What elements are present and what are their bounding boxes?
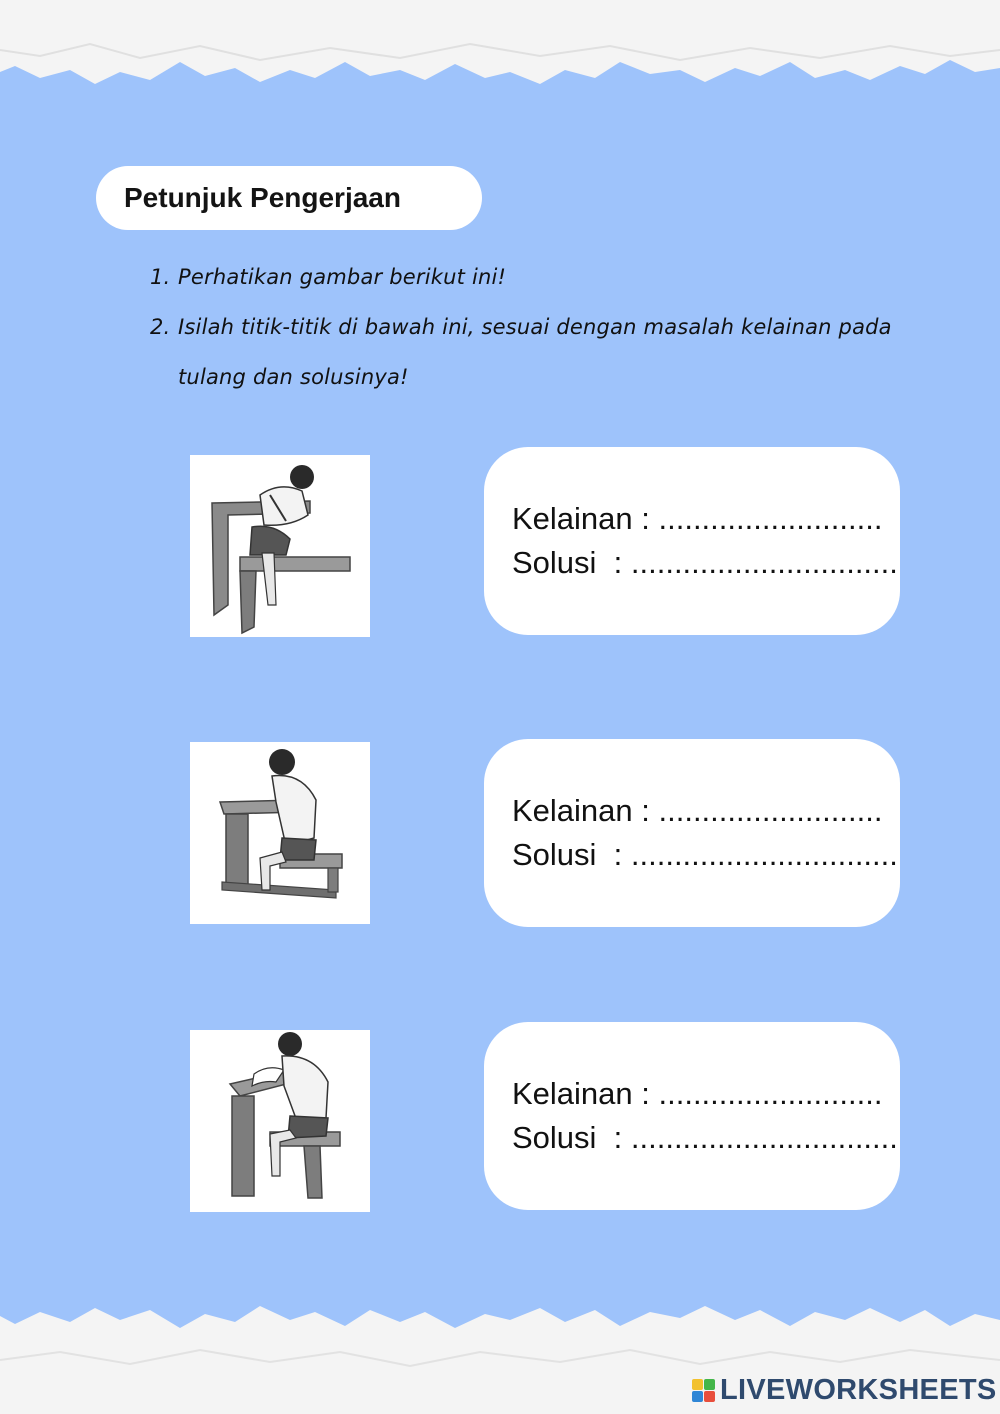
solusi-field[interactable]: Solusi : ...............................: [512, 545, 898, 580]
solusi-field[interactable]: Solusi : ...............................: [512, 837, 898, 872]
instruction-number: 2.: [150, 315, 171, 339]
kelainan-field[interactable]: Kelainan : ..........................: [512, 1076, 883, 1111]
posture-image-1: [190, 455, 370, 637]
torn-paper-top: [0, 0, 1000, 110]
brand-text: LIVEWORKSHEETS: [720, 1374, 997, 1406]
posture-image-2: [190, 742, 370, 924]
instructions-list: [150, 252, 910, 402]
liveworksheets-logo-icon: [692, 1379, 716, 1403]
instruction-text: Isilah titik-titik di bawah ini, sesuai dengan masalah kelainan pada tulang dan solusinya!: [178, 315, 892, 389]
posture-image-3: [190, 1030, 370, 1212]
kelainan-field[interactable]: Kelainan : ..........................: [512, 793, 883, 828]
instructions-title-pill: [96, 166, 482, 230]
liveworksheets-brand[interactable]: [692, 1374, 997, 1407]
instruction-text: Perhatikan gambar berikut ini!: [178, 265, 507, 289]
answer-box-1: [484, 447, 900, 635]
solusi-field[interactable]: Solusi : ...............................: [512, 1120, 898, 1155]
page-title: Petunjuk Pengerjaan: [124, 182, 401, 213]
answer-box-3: [484, 1022, 900, 1210]
instruction-item: [150, 252, 910, 302]
kelainan-field[interactable]: Kelainan : ..........................: [512, 501, 883, 536]
instruction-item: [150, 302, 910, 402]
answer-box-2: [484, 739, 900, 927]
instruction-number: 1.: [150, 265, 171, 289]
